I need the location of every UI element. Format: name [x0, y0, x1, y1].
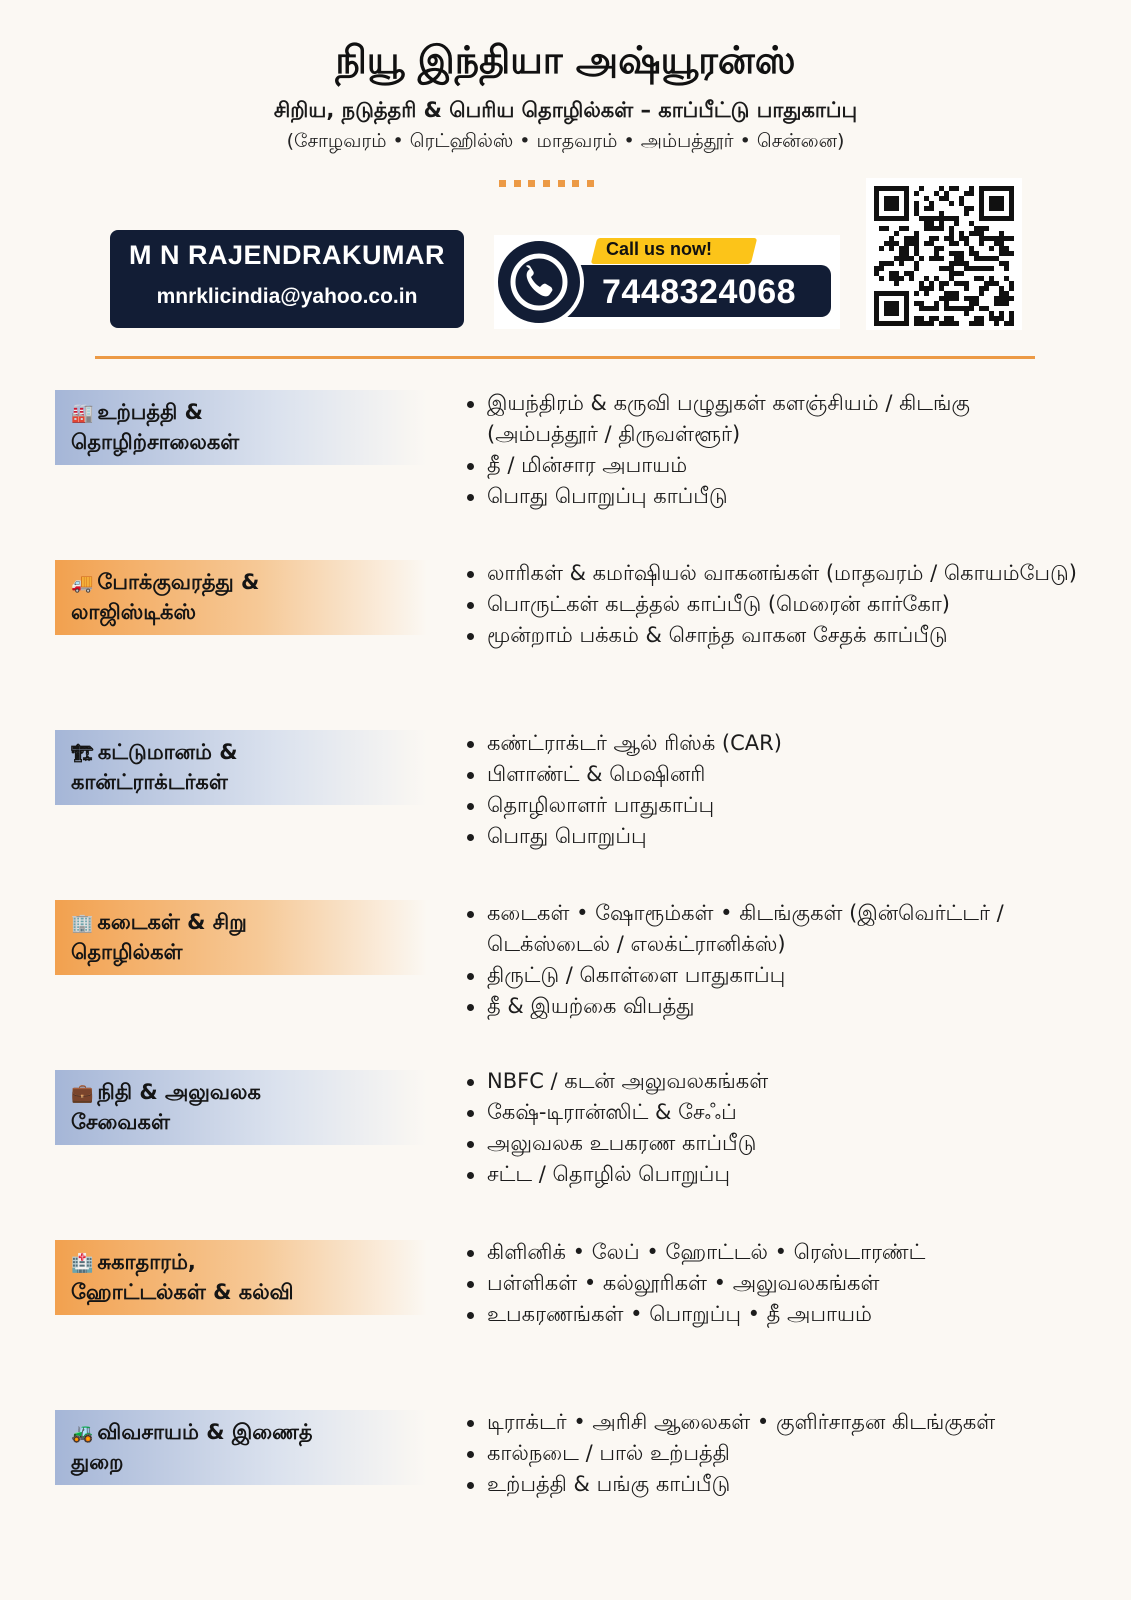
hospital-icon: 🏥 — [71, 1253, 94, 1274]
section-tag-1 — [55, 560, 427, 635]
section-tag-6 — [55, 1410, 427, 1485]
bullet-item: கடைகள் • ஷோரூம்கள் • கிடங்குகள் (இன்வெர்ட்டர் / டெக்ஸ்டைல் / எலக்ட்ரானிக்ஸ்) — [465, 898, 1085, 960]
section-bullets-3 — [465, 898, 1085, 1022]
section-title-line2: கான்ட்ராக்டர்கள் — [71, 770, 228, 794]
bullet-item: டிராக்டர் • அரிசி ஆலைகள் • குளிர்சாதன கிடங்குகள் — [465, 1407, 1085, 1438]
bullet-item: கேஷ்-டிரான்ஸிட் & சேஃப் — [465, 1097, 1085, 1128]
section-title-line2: லாஜிஸ்டிக்ஸ் — [71, 600, 197, 624]
section-title-line1: நிதி & அலுவலக — [97, 1080, 261, 1104]
bullet-item: கால்நடை / பால் உற்பத்தி — [465, 1438, 1085, 1469]
section-title-line2: தொழில்கள் — [71, 940, 183, 964]
section-tag-3 — [55, 900, 427, 975]
section-tag-2 — [55, 730, 427, 805]
section-title-line1: சுகாதாரம், — [97, 1250, 196, 1274]
call-banner[interactable] — [494, 235, 840, 329]
section-title-line2: ஹோட்டல்கள் & கல்வி — [71, 1280, 294, 1304]
building-icon: 🏢 — [71, 913, 94, 934]
page-subtitle: சிறிய, நடுத்தரி & பெரிய தொழில்கள் – காப்பீட்டு பாதுகாப்பு — [273, 98, 858, 122]
bullet-item: தீ / மின்சார அபாயம் — [465, 450, 1085, 481]
bullet-item: தொழிலாளர் பாதுகாப்பு — [465, 790, 1085, 821]
decorative-dots — [499, 180, 594, 188]
bullet-item: உற்பத்தி & பங்கு காப்பீடு — [465, 1469, 1085, 1500]
section-bullets-4 — [465, 1066, 1085, 1190]
bullet-item: பொது பொறுப்பு காப்பீடு — [465, 481, 1085, 512]
bullet-item: இயந்திரம் & கருவி பழுதுகள் களஞ்சியம் / கிடங்கு (அம்பத்தூர் / திருவள்ளூர்) — [465, 388, 1085, 450]
service-areas: (சோழவரம் • ரெட்ஹில்ஸ் • மாதவரம் • அம்பத்தூர் • சென்னை) — [286, 130, 845, 152]
section-title-line1: கட்டுமானம் & — [97, 740, 238, 764]
bullet-item: மூன்றாம் பக்கம் & சொந்த வாகன சேதக் காப்பீடு — [465, 620, 1085, 651]
section-title-line1: விவசாயம் & இணைத் — [97, 1420, 313, 1444]
crane-icon: 🏗 — [71, 743, 94, 764]
section-title-line2: தொழிற்சாலைகள் — [71, 430, 240, 454]
briefcase-icon: 💼 — [71, 1083, 94, 1104]
qr-code[interactable] — [866, 178, 1022, 330]
agent-name: M N RAJENDRAKUMAR — [129, 240, 445, 270]
section-title-line1: போக்குவரத்து & — [97, 570, 260, 594]
section-bullets-2 — [465, 728, 1085, 852]
bullet-item: கிளினிக் • லேப் • ஹோட்டல் • ரெஸ்டாரண்ட் — [465, 1237, 1085, 1268]
bullet-item: தீ & இயற்கை விபத்து — [465, 991, 1085, 1022]
bullet-item: உபகரணங்கள் • பொறுப்பு • தீ அபாயம் — [465, 1299, 1085, 1330]
bullet-item: பொருட்கள் கடத்தல் காப்பீடு (மெரைன் கார்கோ) — [465, 589, 1085, 620]
phone-number[interactable]: 7448324068 — [602, 273, 797, 311]
section-bullets-6 — [465, 1407, 1085, 1500]
section-tag-0 — [55, 390, 427, 465]
bullet-item: பொது பொறுப்பு — [465, 821, 1085, 852]
phone-icon — [494, 237, 584, 327]
section-title-line1: கடைகள் & சிறு — [97, 910, 247, 934]
bullet-item: அலுவலக உபகரண காப்பீடு — [465, 1128, 1085, 1159]
section-title-line1: உற்பத்தி & — [97, 400, 203, 424]
section-bullets-0 — [465, 388, 1085, 512]
section-bullets-5 — [465, 1237, 1085, 1330]
truck-icon: 🚚 — [71, 573, 94, 594]
section-title-line2: சேவைகள் — [71, 1110, 170, 1134]
bullet-item: NBFC / கடன் அலுவலகங்கள் — [465, 1066, 1085, 1097]
section-tag-4 — [55, 1070, 427, 1145]
section-bullets-1 — [465, 558, 1085, 651]
bullet-item: திருட்டு / கொள்ளை பாதுகாப்பு — [465, 960, 1085, 991]
page-title: நியூ இந்தியா அஷ்யூரன்ஸ் — [335, 38, 796, 82]
section-title-line2: துறை — [71, 1450, 124, 1474]
section-tag-5 — [55, 1240, 427, 1315]
tractor-icon: 🚜 — [71, 1423, 94, 1444]
bullet-item: சட்ட / தொழில் பொறுப்பு — [465, 1159, 1085, 1190]
factory-icon: 🏭 — [71, 403, 94, 424]
bullet-item: கண்ட்ராக்டர் ஆல் ரிஸ்க் (CAR) — [465, 728, 1085, 759]
bullet-item: பிளாண்ட் & மெஷினரி — [465, 759, 1085, 790]
divider-line — [95, 356, 1035, 359]
call-label: Call us now! — [606, 239, 713, 259]
bullet-item: லாரிகள் & கமர்ஷியல் வாகனங்கள் (மாதவரம் / கொயம்பேடு) — [465, 558, 1085, 589]
bullet-item: பள்ளிகள் • கல்லூரிகள் • அலுவலகங்கள் — [465, 1268, 1085, 1299]
agent-card — [110, 230, 464, 328]
agent-email[interactable]: mnrklicindia@yahoo.co.in — [156, 285, 418, 308]
